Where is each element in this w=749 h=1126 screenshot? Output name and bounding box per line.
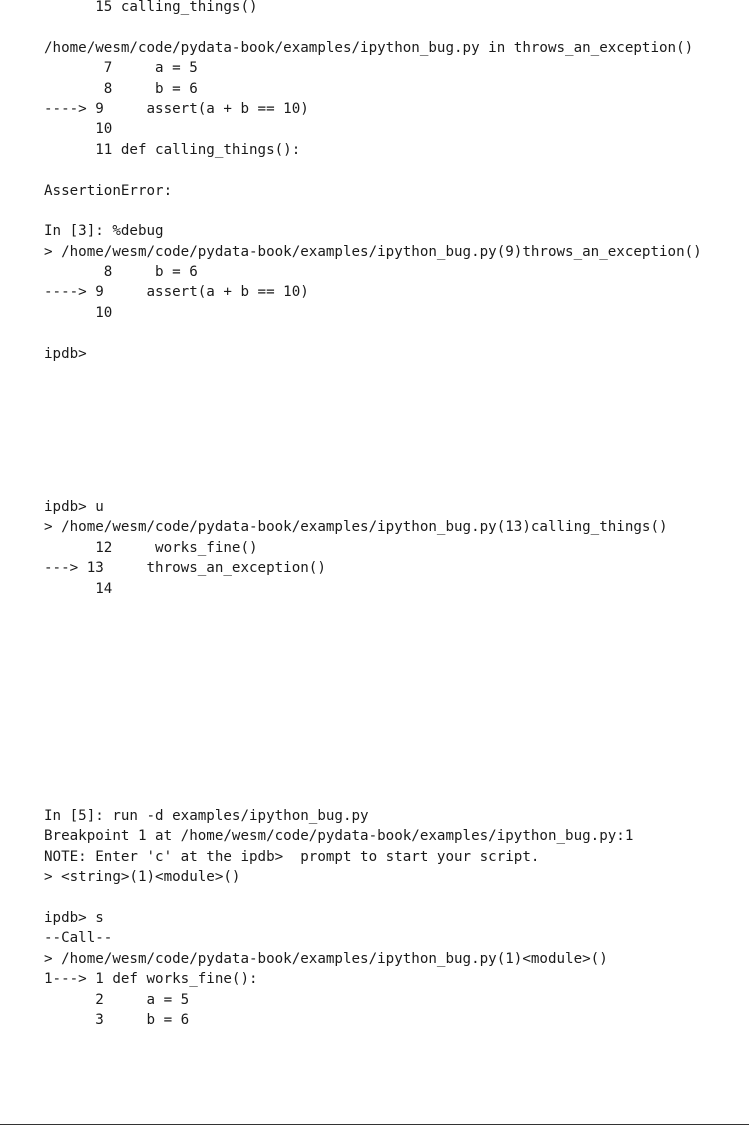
code-line (44, 160, 702, 180)
code-line: 8 b = 6 (44, 80, 198, 97)
code-line: ----> 9 assert(a + b == 10) (44, 284, 309, 301)
code-line: > /home/wesm/code/pydata-book/examples/ipython_bug.py(13)calling_things() (44, 519, 668, 536)
code-line: 10 (44, 121, 113, 138)
code-line: --Call-- (44, 930, 113, 947)
code-line: 10 (44, 304, 113, 321)
code-line: In [3]: %debug (44, 223, 164, 240)
page-bottom-rule (0, 1124, 749, 1125)
code-line (44, 888, 633, 908)
code-block-traceback (44, 0, 702, 364)
code-line (44, 323, 702, 343)
code-line: 2 a = 5 (44, 991, 190, 1008)
code-block-run-debug (44, 806, 633, 1030)
code-line: 12 works_fine() (44, 539, 258, 556)
code-line: ipdb> (44, 345, 87, 362)
code-line: AssertionError: (44, 182, 173, 199)
code-line: > /home/wesm/code/pydata-book/examples/ipython_bug.py(9)throws_an_exception() (44, 243, 702, 260)
code-line: 11 def calling_things(): (44, 141, 301, 158)
code-line: 14 (44, 580, 113, 597)
code-line: Breakpoint 1 at /home/wesm/code/pydata-book/examples/ipython_bug.py:1 (44, 828, 634, 845)
code-line: ipdb> u (44, 499, 104, 515)
code-line: 15 calling_things() (44, 0, 258, 15)
code-line: ---> 13 throws_an_exception() (44, 560, 326, 577)
code-line: 7 a = 5 (44, 60, 198, 77)
code-line: NOTE: Enter 'c' at the ipdb> prompt to start your script. (44, 848, 540, 865)
code-line: 8 b = 6 (44, 264, 198, 281)
code-line: ----> 9 assert(a + b == 10) (44, 100, 309, 117)
code-line: 1---> 1 def works_fine(): (44, 971, 258, 988)
code-line: ipdb> s (44, 909, 104, 926)
code-line: 3 b = 6 (44, 1011, 190, 1028)
code-line (44, 201, 702, 221)
code-line: In [5]: run -d examples/ipython_bug.py (44, 808, 369, 824)
code-line: > <string>(1)<module>() (44, 869, 241, 886)
code-block-ipdb-up (44, 497, 668, 599)
code-line (44, 17, 702, 37)
code-line: /home/wesm/code/pydata-book/examples/ipython_bug.py in throws_an_exception() (44, 39, 694, 56)
code-line: > /home/wesm/code/pydata-book/examples/ipython_bug.py(1)<module>() (44, 950, 608, 967)
